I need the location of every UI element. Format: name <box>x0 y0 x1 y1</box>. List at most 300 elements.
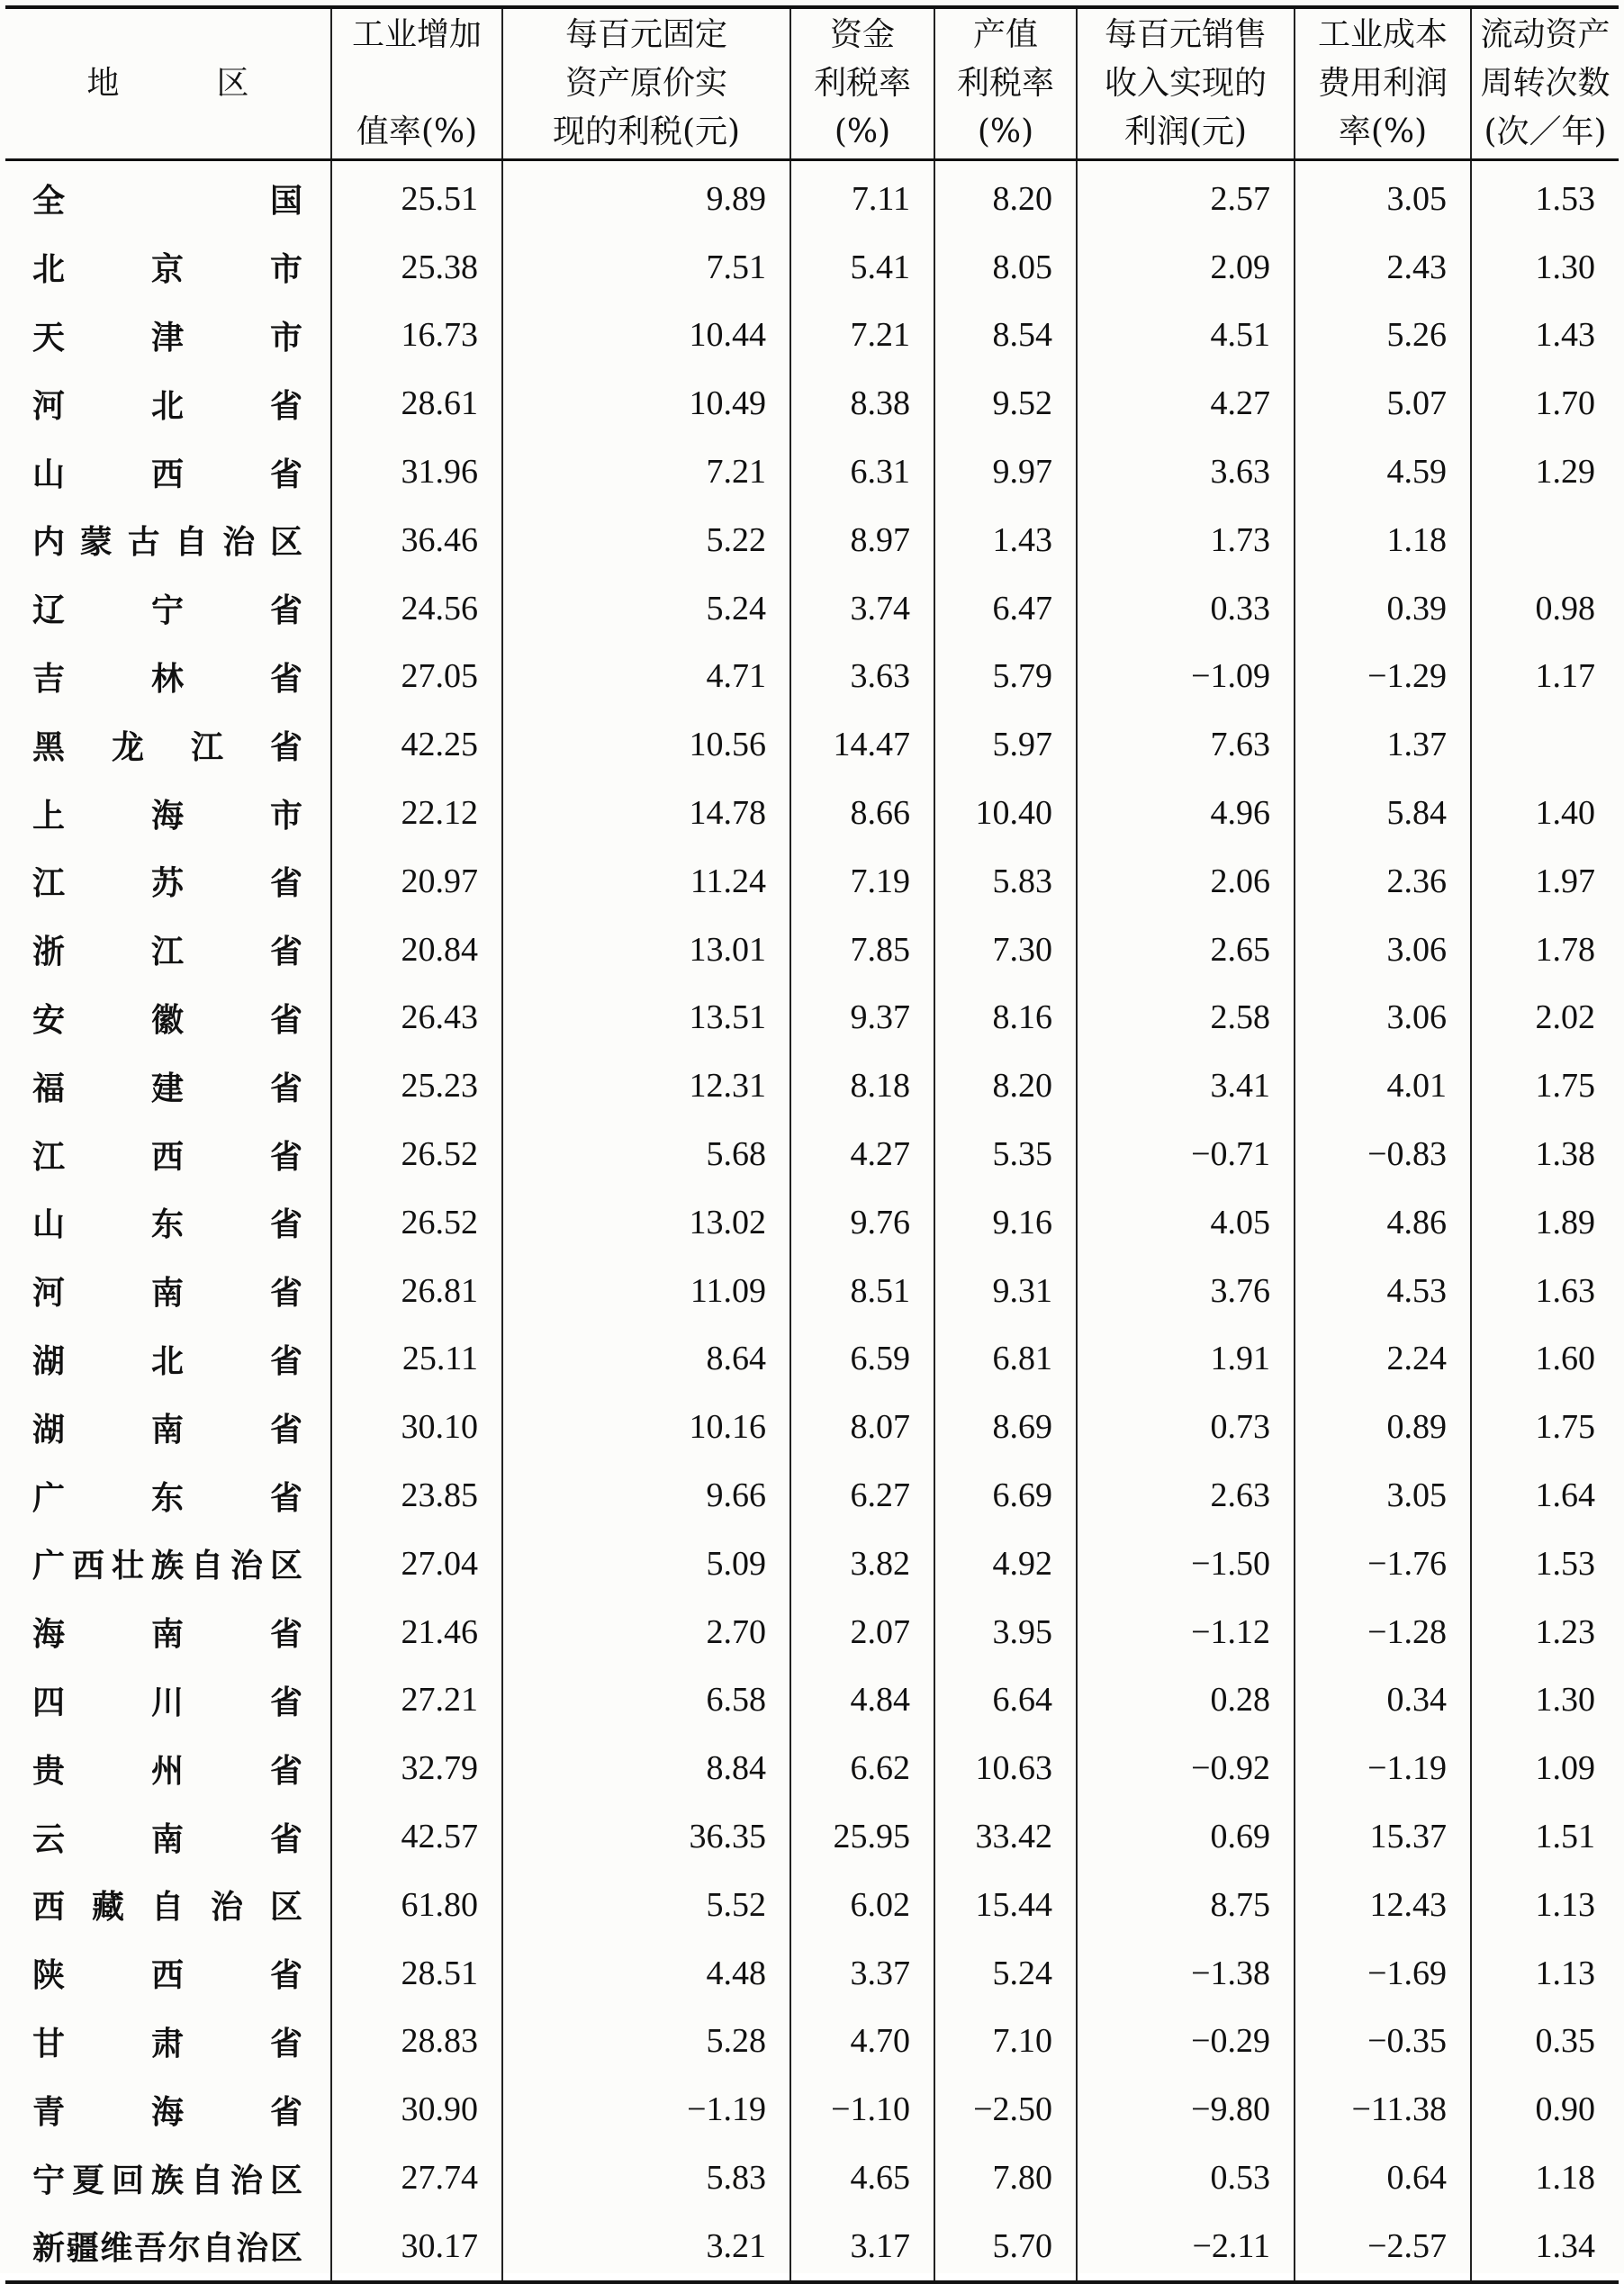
value-cell: 25.95 <box>790 1802 934 1871</box>
value-cell: 0.33 <box>1077 574 1295 643</box>
value-cell: 7.11 <box>790 160 934 233</box>
value-cell: 22.12 <box>331 779 502 847</box>
value-cell: 27.21 <box>331 1666 502 1735</box>
value-cell: 0.34 <box>1295 1666 1471 1735</box>
value-cell: 4.71 <box>502 643 790 711</box>
value-cell: 8.84 <box>502 1734 790 1802</box>
header-line: 费用利润 <box>1317 65 1448 102</box>
value-cell: 4.86 <box>1295 1188 1471 1257</box>
region-name: 上 海 市 <box>32 797 302 835</box>
value-cell: 9.37 <box>790 984 934 1052</box>
value-cell: 0.39 <box>1295 574 1471 643</box>
value-cell: −9.80 <box>1077 2075 1295 2144</box>
region-cell <box>5 369 331 438</box>
value-cell: 1.18 <box>1471 2144 1619 2212</box>
value-cell: 1.30 <box>1471 1666 1619 1735</box>
column-header-2 <box>502 7 790 160</box>
region-cell <box>5 779 331 847</box>
header-line: 资金 <box>829 16 895 53</box>
table-row <box>5 916 1619 984</box>
value-cell: 4.05 <box>1077 1188 1295 1257</box>
value-cell: 1.73 <box>1077 506 1295 574</box>
header-line: (次／年) <box>1484 113 1607 150</box>
table-body <box>5 160 1619 2282</box>
value-cell: 3.74 <box>790 574 934 643</box>
value-cell: −11.38 <box>1295 2075 1471 2144</box>
header-row <box>5 7 1619 160</box>
region-cell <box>5 233 331 302</box>
region-name: 宁夏回族自治区 <box>32 2162 302 2199</box>
value-cell: 8.20 <box>934 1052 1077 1120</box>
table-row <box>5 1461 1619 1530</box>
value-cell: 3.06 <box>1295 916 1471 984</box>
region-cell <box>5 1325 331 1394</box>
table-row <box>5 233 1619 302</box>
region-cell <box>5 2008 331 2076</box>
value-cell: 36.35 <box>502 1802 790 1871</box>
table-row <box>5 710 1619 779</box>
value-cell: 1.53 <box>1471 160 1619 233</box>
value-cell: 25.11 <box>331 1325 502 1394</box>
value-cell: 4.59 <box>1295 438 1471 506</box>
header-line: 每百元固定 <box>564 16 727 53</box>
value-cell: 6.59 <box>790 1325 934 1394</box>
value-cell: −1.69 <box>1295 1939 1471 2008</box>
value-cell: 10.56 <box>502 710 790 779</box>
column-header-3 <box>790 7 934 160</box>
value-cell: 4.27 <box>790 1120 934 1188</box>
value-cell: 5.35 <box>934 1120 1077 1188</box>
value-cell: 4.53 <box>1295 1257 1471 1325</box>
header-line: (%) <box>977 113 1034 150</box>
header-line: 工业成本 <box>1317 16 1448 53</box>
value-cell: 9.31 <box>934 1257 1077 1325</box>
value-cell <box>1471 710 1619 779</box>
value-cell: 15.37 <box>1295 1802 1471 1871</box>
value-cell: 1.09 <box>1471 1734 1619 1802</box>
region-cell <box>5 1120 331 1188</box>
value-cell: 4.92 <box>934 1530 1077 1598</box>
value-cell: 3.37 <box>790 1939 934 2008</box>
region-name: 广西壮族自治区 <box>32 1548 302 1585</box>
value-cell: 3.63 <box>1077 438 1295 506</box>
value-cell: 3.76 <box>1077 1257 1295 1325</box>
value-cell: 9.76 <box>790 1188 934 1257</box>
value-cell: −1.28 <box>1295 1598 1471 1666</box>
table-row <box>5 574 1619 643</box>
value-cell: 27.04 <box>331 1530 502 1598</box>
value-cell: 1.60 <box>1471 1325 1619 1394</box>
header-line: 利税率 <box>813 65 911 102</box>
value-cell: 10.44 <box>502 302 790 370</box>
region-name: 辽 宁 省 <box>32 592 302 630</box>
value-cell: 1.40 <box>1471 779 1619 847</box>
region-cell <box>5 1052 331 1120</box>
value-cell: 6.81 <box>934 1325 1077 1394</box>
value-cell <box>1471 506 1619 574</box>
region-name: 江 西 省 <box>32 1138 302 1176</box>
region-name: 西 藏 自 治 区 <box>32 1889 302 1927</box>
value-cell: −1.29 <box>1295 643 1471 711</box>
value-cell: 1.34 <box>1471 2212 1619 2282</box>
value-cell: 6.27 <box>790 1461 934 1530</box>
value-cell: 61.80 <box>331 1871 502 1939</box>
value-cell: 5.79 <box>934 643 1077 711</box>
region-cell <box>5 643 331 711</box>
region-cell <box>5 302 331 370</box>
value-cell: 1.17 <box>1471 643 1619 711</box>
value-cell: 10.49 <box>502 369 790 438</box>
value-cell: 7.80 <box>934 2144 1077 2212</box>
region-name: 陕 西 省 <box>32 1957 302 1995</box>
value-cell: −1.38 <box>1077 1939 1295 2008</box>
header-line: 资产原价实 <box>564 65 727 102</box>
region-cell <box>5 438 331 506</box>
header-line: 值率(%) <box>356 113 478 150</box>
value-cell: 13.02 <box>502 1188 790 1257</box>
value-cell: 6.31 <box>790 438 934 506</box>
value-cell: 6.64 <box>934 1666 1077 1735</box>
value-cell: 1.43 <box>934 506 1077 574</box>
region-name: 河 南 省 <box>32 1275 302 1313</box>
table-row <box>5 984 1619 1052</box>
value-cell: 1.23 <box>1471 1598 1619 1666</box>
value-cell: 2.02 <box>1471 984 1619 1052</box>
value-cell: 9.89 <box>502 160 790 233</box>
region-name: 青 海 省 <box>32 2093 302 2131</box>
value-cell: 9.52 <box>934 369 1077 438</box>
value-cell: 42.57 <box>331 1802 502 1871</box>
value-cell: 3.82 <box>790 1530 934 1598</box>
value-cell: 5.41 <box>790 233 934 302</box>
value-cell: 28.51 <box>331 1939 502 2008</box>
table-row <box>5 369 1619 438</box>
region-name: 浙 江 省 <box>32 934 302 971</box>
value-cell: 2.09 <box>1077 233 1295 302</box>
region-name: 湖 南 省 <box>32 1411 302 1449</box>
value-cell: 3.95 <box>934 1598 1077 1666</box>
value-cell: 8.16 <box>934 984 1077 1052</box>
value-cell: 0.35 <box>1471 2008 1619 2076</box>
value-cell: 0.28 <box>1077 1666 1295 1735</box>
value-cell: 9.66 <box>502 1461 790 1530</box>
value-cell: 5.24 <box>502 574 790 643</box>
value-cell: 5.52 <box>502 1871 790 1939</box>
table-row <box>5 1052 1619 1120</box>
region-name: 吉 林 省 <box>32 660 302 698</box>
value-cell: 10.40 <box>934 779 1077 847</box>
value-cell: 5.24 <box>934 1939 1077 2008</box>
value-cell: 14.47 <box>790 710 934 779</box>
column-header-4 <box>934 7 1077 160</box>
region-name: 福 建 省 <box>32 1070 302 1107</box>
table-row <box>5 2212 1619 2282</box>
value-cell: 8.54 <box>934 302 1077 370</box>
value-cell: −1.19 <box>1295 1734 1471 1802</box>
value-cell: 32.79 <box>331 1734 502 1802</box>
table-row <box>5 643 1619 711</box>
value-cell: 8.05 <box>934 233 1077 302</box>
value-cell: 5.97 <box>934 710 1077 779</box>
value-cell: 1.91 <box>1077 1325 1295 1394</box>
value-cell: 1.29 <box>1471 438 1619 506</box>
region-name: 江 苏 省 <box>32 865 302 903</box>
header-line: 利税率 <box>956 65 1054 102</box>
header-line: 周转次数 <box>1480 65 1610 102</box>
table-row <box>5 2144 1619 2212</box>
value-cell: 2.24 <box>1295 1325 1471 1394</box>
region-name: 山 东 省 <box>32 1206 302 1244</box>
statistics-table <box>5 5 1619 2284</box>
value-cell: 8.69 <box>934 1393 1077 1461</box>
value-cell: 5.84 <box>1295 779 1471 847</box>
column-header-region <box>5 7 331 160</box>
value-cell: 28.83 <box>331 2008 502 2076</box>
value-cell: 9.16 <box>934 1188 1077 1257</box>
region-cell <box>5 2075 331 2144</box>
value-cell: 8.07 <box>790 1393 934 1461</box>
value-cell: −2.11 <box>1077 2212 1295 2282</box>
value-cell: 8.51 <box>790 1257 934 1325</box>
table-row <box>5 438 1619 506</box>
value-cell: 30.90 <box>331 2075 502 2144</box>
table-row <box>5 1120 1619 1188</box>
value-cell: 0.90 <box>1471 2075 1619 2144</box>
region-cell <box>5 1461 331 1530</box>
value-cell: 8.64 <box>502 1325 790 1394</box>
table-row <box>5 1871 1619 1939</box>
header-line: 收入实现的 <box>1104 65 1267 102</box>
value-cell: 14.78 <box>502 779 790 847</box>
value-cell: 4.27 <box>1077 369 1295 438</box>
value-cell: 7.21 <box>790 302 934 370</box>
value-cell: 7.30 <box>934 916 1077 984</box>
value-cell: 24.56 <box>331 574 502 643</box>
value-cell: 6.69 <box>934 1461 1077 1530</box>
region-cell <box>5 160 331 233</box>
table-row <box>5 779 1619 847</box>
table-row <box>5 2008 1619 2076</box>
region-cell <box>5 710 331 779</box>
value-cell: 21.46 <box>331 1598 502 1666</box>
value-cell: 2.63 <box>1077 1461 1295 1530</box>
header-line: 每百元销售 <box>1104 16 1267 53</box>
region-cell <box>5 1598 331 1666</box>
value-cell: 31.96 <box>331 438 502 506</box>
value-cell: 5.83 <box>934 847 1077 916</box>
value-cell: 7.63 <box>1077 710 1295 779</box>
value-cell: 5.28 <box>502 2008 790 2076</box>
table-row <box>5 1802 1619 1871</box>
value-cell: 3.05 <box>1295 1461 1471 1530</box>
value-cell: 26.52 <box>331 1120 502 1188</box>
value-cell: −0.35 <box>1295 2008 1471 2076</box>
value-cell: 28.61 <box>331 369 502 438</box>
table-row <box>5 160 1619 233</box>
table-row <box>5 1393 1619 1461</box>
table-header <box>5 7 1619 160</box>
value-cell: 0.98 <box>1471 574 1619 643</box>
table-row <box>5 1325 1619 1394</box>
value-cell: 20.84 <box>331 916 502 984</box>
value-cell: 4.01 <box>1295 1052 1471 1120</box>
value-cell: 1.70 <box>1471 369 1619 438</box>
region-cell <box>5 2212 331 2282</box>
table-row <box>5 847 1619 916</box>
value-cell: 2.06 <box>1077 847 1295 916</box>
value-cell: 6.58 <box>502 1666 790 1735</box>
value-cell: 0.73 <box>1077 1393 1295 1461</box>
value-cell: 3.05 <box>1295 160 1471 233</box>
value-cell: 1.97 <box>1471 847 1619 916</box>
region-cell <box>5 1530 331 1598</box>
value-cell: 11.09 <box>502 1257 790 1325</box>
region-name: 云 南 省 <box>32 1820 302 1858</box>
header-line: 率(%) <box>1338 113 1428 150</box>
value-cell: 26.52 <box>331 1188 502 1257</box>
region-name: 四 川 省 <box>32 1684 302 1721</box>
table-row <box>5 1257 1619 1325</box>
value-cell: 13.01 <box>502 916 790 984</box>
table-row <box>5 1734 1619 1802</box>
region-name: 安 徽 省 <box>32 1001 302 1039</box>
value-cell: 7.19 <box>790 847 934 916</box>
region-cell <box>5 2144 331 2212</box>
value-cell: 1.43 <box>1471 302 1619 370</box>
region-cell <box>5 1666 331 1735</box>
value-cell: −1.76 <box>1295 1530 1471 1598</box>
value-cell: 0.69 <box>1077 1802 1295 1871</box>
value-cell: −1.10 <box>790 2075 934 2144</box>
region-cell <box>5 1393 331 1461</box>
value-cell: 2.43 <box>1295 233 1471 302</box>
value-cell: 10.16 <box>502 1393 790 1461</box>
region-cell <box>5 1802 331 1871</box>
value-cell: 42.25 <box>331 710 502 779</box>
table-row <box>5 1666 1619 1735</box>
value-cell: 1.37 <box>1295 710 1471 779</box>
region-name: 湖 北 省 <box>32 1342 302 1380</box>
region-cell <box>5 1257 331 1325</box>
value-cell: −2.57 <box>1295 2212 1471 2282</box>
value-cell: 7.10 <box>934 2008 1077 2076</box>
value-cell: 7.51 <box>502 233 790 302</box>
value-cell: 3.17 <box>790 2212 934 2282</box>
value-cell: 36.46 <box>331 506 502 574</box>
value-cell: 8.38 <box>790 369 934 438</box>
value-cell: 23.85 <box>331 1461 502 1530</box>
value-cell: 27.05 <box>331 643 502 711</box>
value-cell: 1.13 <box>1471 1871 1619 1939</box>
header-line: 工业增加 <box>351 16 482 53</box>
value-cell: 8.66 <box>790 779 934 847</box>
table-row <box>5 1939 1619 2008</box>
value-cell: 5.26 <box>1295 302 1471 370</box>
region-cell <box>5 1188 331 1257</box>
header-line: 流动资产 <box>1480 16 1610 53</box>
column-header-6 <box>1295 7 1471 160</box>
value-cell: 4.70 <box>790 2008 934 2076</box>
value-cell: 15.44 <box>934 1871 1077 1939</box>
value-cell: 26.81 <box>331 1257 502 1325</box>
header-line: 地 区 <box>86 65 249 102</box>
value-cell: 26.43 <box>331 984 502 1052</box>
header-line: 产值 <box>972 16 1038 53</box>
value-cell: 2.36 <box>1295 847 1471 916</box>
region-cell <box>5 916 331 984</box>
header-line: 利润(元) <box>1123 113 1248 150</box>
value-cell: −0.92 <box>1077 1734 1295 1802</box>
region-cell <box>5 1939 331 2008</box>
value-cell: 8.20 <box>934 160 1077 233</box>
value-cell: 5.22 <box>502 506 790 574</box>
region-name: 山 西 省 <box>32 456 302 493</box>
value-cell: 1.38 <box>1471 1120 1619 1188</box>
value-cell: 2.70 <box>502 1598 790 1666</box>
region-cell <box>5 984 331 1052</box>
region-name: 甘 肃 省 <box>32 2025 302 2063</box>
value-cell: 4.48 <box>502 1939 790 2008</box>
value-cell: 8.18 <box>790 1052 934 1120</box>
value-cell: 6.62 <box>790 1734 934 1802</box>
value-cell: −0.29 <box>1077 2008 1295 2076</box>
value-cell: 1.53 <box>1471 1530 1619 1598</box>
region-cell <box>5 574 331 643</box>
table-row <box>5 1598 1619 1666</box>
column-header-5 <box>1077 7 1295 160</box>
value-cell: 3.41 <box>1077 1052 1295 1120</box>
value-cell: −0.71 <box>1077 1120 1295 1188</box>
value-cell: 33.42 <box>934 1802 1077 1871</box>
region-cell <box>5 1734 331 1802</box>
region-name: 黑 龙 江 省 <box>32 728 302 766</box>
value-cell: 16.73 <box>331 302 502 370</box>
table-row <box>5 2075 1619 2144</box>
value-cell: 1.89 <box>1471 1188 1619 1257</box>
value-cell: 6.02 <box>790 1871 934 1939</box>
region-name: 贵 州 省 <box>32 1752 302 1790</box>
header-spacer <box>332 59 501 108</box>
value-cell: 1.63 <box>1471 1257 1619 1325</box>
value-cell: −1.09 <box>1077 643 1295 711</box>
region-name: 新疆维吾尔自治区 <box>32 2230 302 2268</box>
value-cell: 0.64 <box>1295 2144 1471 2212</box>
value-cell: −1.50 <box>1077 1530 1295 1598</box>
value-cell: 5.09 <box>502 1530 790 1598</box>
value-cell: −1.12 <box>1077 1598 1295 1666</box>
value-cell: 1.18 <box>1295 506 1471 574</box>
value-cell: 6.47 <box>934 574 1077 643</box>
value-cell: 0.53 <box>1077 2144 1295 2212</box>
value-cell: 12.31 <box>502 1052 790 1120</box>
value-cell: 9.97 <box>934 438 1077 506</box>
region-name: 北 京 市 <box>32 251 302 289</box>
value-cell: 4.96 <box>1077 779 1295 847</box>
value-cell: 13.51 <box>502 984 790 1052</box>
region-name: 海 南 省 <box>32 1616 302 1654</box>
value-cell: 30.10 <box>331 1393 502 1461</box>
value-cell: 1.30 <box>1471 233 1619 302</box>
value-cell: 8.75 <box>1077 1871 1295 1939</box>
value-cell: 2.57 <box>1077 160 1295 233</box>
table-row <box>5 1188 1619 1257</box>
value-cell: 5.70 <box>934 2212 1077 2282</box>
table-row <box>5 506 1619 574</box>
region-cell <box>5 847 331 916</box>
value-cell: 12.43 <box>1295 1871 1471 1939</box>
value-cell: 1.64 <box>1471 1461 1619 1530</box>
value-cell: 27.74 <box>331 2144 502 2212</box>
